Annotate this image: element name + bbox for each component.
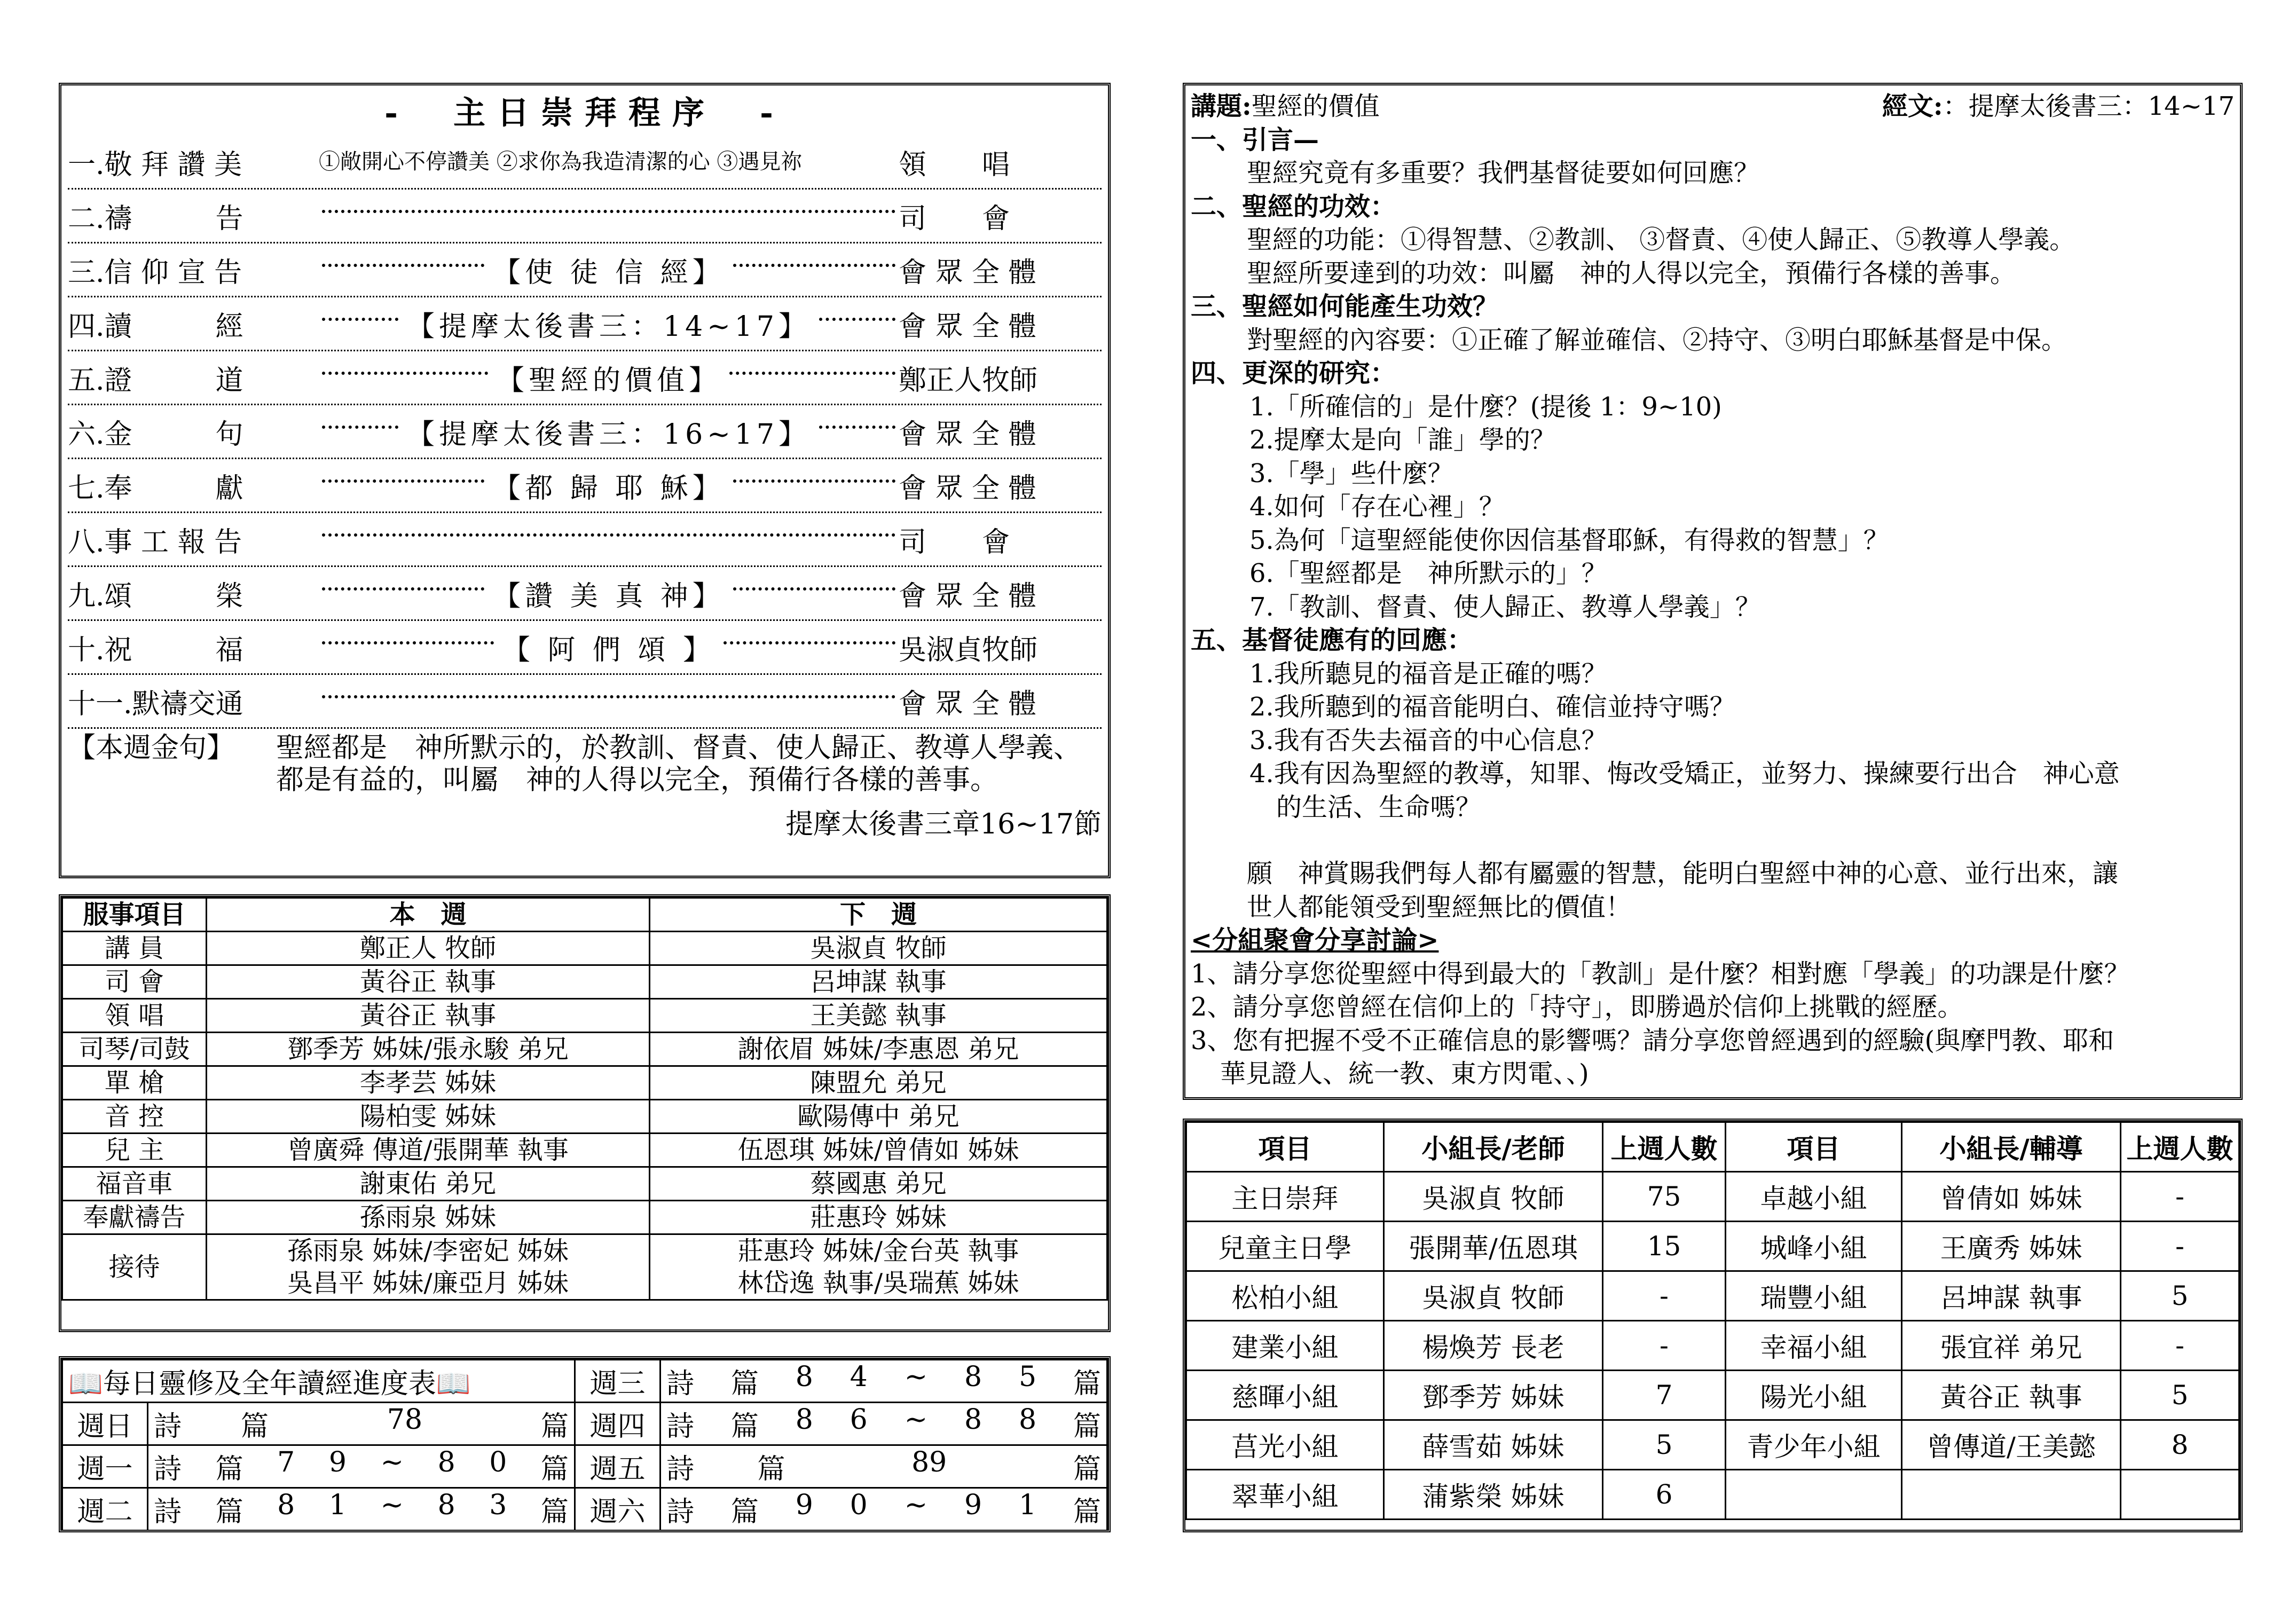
sermon-line: 2.我所聽到的福音能明白、確信並持守嗎？	[1249, 692, 1735, 722]
leader-dots	[733, 479, 895, 483]
reading-chapters	[661, 1488, 1107, 1531]
sermon-header	[1191, 90, 2235, 123]
order-row	[68, 567, 1102, 621]
order-label: 一.敬 拜 讚 美	[68, 148, 242, 181]
service-roster-table	[61, 897, 1108, 1301]
order-title: 【都 歸 耶 穌】	[493, 472, 725, 505]
order-content	[319, 533, 899, 545]
order-parts: ①敞開心不停讚美 ②求你為我造清潔的心 ③遇見祢	[319, 149, 803, 174]
reading-token: 詩	[154, 1453, 182, 1485]
service-cell: 鄧季芳 姊妹/張永駿 弟兄	[207, 1033, 650, 1066]
sermon-line: 7.「教訓、督責、使人歸正、教導人學義」？	[1249, 592, 1761, 622]
book-icon: 📖	[68, 1368, 103, 1400]
service-roster-header	[62, 898, 1107, 932]
order-label: 七.奉 獻	[68, 472, 243, 505]
reading-token: 篇	[730, 1368, 759, 1400]
service-cell: 黃谷正 執事	[207, 999, 650, 1033]
reading-token: 0	[850, 1489, 868, 1521]
order-person: 司 會	[899, 202, 1010, 235]
group-header-cell: 項目	[1186, 1122, 1384, 1172]
order-label: 十一.默禱交通	[68, 688, 243, 720]
group-cell: 松柏小組	[1186, 1271, 1384, 1321]
sermon-line: 聖經所要達到的功效：叫屬 神的人得以完全，預備行各樣的善事。	[1247, 258, 2016, 288]
service-cell: 司 會	[62, 965, 207, 999]
reading-title: 每日靈修及全年讀經進度表	[103, 1368, 436, 1400]
order-label: 六.金 句	[68, 418, 243, 451]
group-cell: 陽光小組	[1726, 1371, 1902, 1420]
reading-chapters	[661, 1360, 1107, 1403]
worship-order-list	[68, 136, 1102, 729]
leader-dots	[322, 641, 494, 644]
sermon-line: 世人都能領受到聖經無比的價值！	[1247, 892, 1632, 922]
group-header-cell: 項目	[1726, 1122, 1902, 1172]
group-header-cell: 小組長/輔導	[1902, 1122, 2121, 1172]
order-content	[319, 695, 899, 707]
leader-dots	[819, 426, 895, 429]
leader-dots	[322, 426, 398, 429]
leader-dots	[322, 372, 488, 375]
reading-token: 篇	[540, 1411, 569, 1443]
reading-token: 8	[437, 1446, 455, 1478]
reading-chapters-text	[666, 1446, 1101, 1486]
reading-token: 7	[277, 1446, 295, 1478]
group-cell: 主日崇拜	[1186, 1172, 1384, 1222]
reading-token: 詩	[666, 1496, 695, 1528]
reading-day: 週三	[575, 1360, 661, 1403]
leader-dots	[733, 587, 895, 591]
reception-name: 林岱逸 執事/吳瑞蕉 姊妹	[737, 1268, 1019, 1298]
service-row	[62, 1201, 1107, 1234]
order-title: 【提摩太後書三：14~17】	[407, 310, 811, 343]
reading-token: ~	[904, 1404, 928, 1436]
group-cell: 5	[2121, 1271, 2239, 1321]
reading-row	[62, 1360, 1107, 1403]
leader-dots	[724, 641, 895, 644]
group-cell: 6	[1603, 1470, 1726, 1520]
reading-token: 篇	[1073, 1411, 1101, 1443]
sermon-line: 聖經究竟有多重要？我們基督徒要如何回應？	[1247, 158, 1760, 188]
golden-verse-text: 聖經都是 神所默示的，於教訓、督責、使人歸正、教導人學義、都是有益的，叫屬 神的人得以完全，預備行各樣的善事。	[276, 732, 1082, 796]
service-cell: 伍恩琪 姊妹/曾倩如 姊妹	[650, 1134, 1107, 1167]
group-cell: 翠華小組	[1186, 1470, 1384, 1520]
service-cell: 講 員	[62, 932, 207, 965]
service-cell	[207, 1234, 650, 1300]
leader-dots	[819, 318, 895, 321]
service-cell: 謝東佑 弟兄	[207, 1167, 650, 1201]
group-cell: 張開華/伍恩琪	[1384, 1222, 1603, 1271]
group-cell: 瑞豐小組	[1726, 1271, 1902, 1321]
group-cell: -	[2121, 1321, 2239, 1371]
order-content	[319, 250, 899, 290]
order-row	[68, 405, 1102, 459]
order-row	[68, 136, 1102, 190]
service-cell: 兒 主	[62, 1134, 207, 1167]
reading-token: ~	[904, 1361, 928, 1393]
order-label: 十.祝 福	[68, 634, 243, 666]
group-attendance-table	[1185, 1121, 2240, 1520]
group-attendance-header	[1186, 1122, 2239, 1172]
service-cell: 歐陽傳中 弟兄	[650, 1100, 1107, 1134]
group-cell: 蒲紫榮 姊妹	[1384, 1470, 1603, 1520]
leader-dots	[322, 318, 398, 321]
reading-day: 週四	[575, 1403, 661, 1445]
reading-token: 8	[277, 1489, 295, 1521]
reading-token: 詩	[154, 1411, 182, 1443]
sermon-line: 5.為何「這聖經能使你因信基督耶穌，有得救的智慧」？	[1249, 525, 1889, 555]
group-cell: 吳淑貞 牧師	[1384, 1172, 1603, 1222]
service-header-cell: 本 週	[207, 898, 650, 932]
group-cell	[1902, 1470, 2121, 1520]
sermon-line	[1191, 824, 2235, 857]
reading-chapters	[148, 1403, 575, 1445]
golden-verse	[68, 729, 1102, 796]
group-cell: 5	[2121, 1371, 2239, 1420]
group-cell: 楊煥芳 長老	[1384, 1321, 1603, 1371]
order-content	[319, 412, 899, 452]
sermon-verse-label: 經文:	[1882, 91, 1943, 121]
service-row	[62, 1033, 1107, 1066]
order-title: 【聖經的價值】	[497, 364, 721, 397]
reading-chapters	[661, 1445, 1107, 1488]
order-title: 【使 徒 信 經】	[493, 256, 725, 289]
service-cell: 陳盟允 弟兄	[650, 1066, 1107, 1100]
reading-day: 週六	[575, 1488, 661, 1531]
reception-name: 孫雨泉 姊妹/李密妃 姊妹	[287, 1236, 569, 1266]
reading-day: 週日	[62, 1403, 148, 1445]
group-cell: 城峰小組	[1726, 1222, 1902, 1271]
order-row	[68, 459, 1102, 513]
order-person: 會 眾 全 體	[899, 472, 1036, 505]
reading-token: 詩	[666, 1411, 695, 1443]
reading-chapters-text	[154, 1404, 569, 1444]
order-person: 領 唱	[899, 148, 1010, 181]
sermon-line: 3.我有否失去福音的中心信息？	[1249, 725, 1607, 756]
sermon-line: 4.如何「存在心裡」？	[1249, 492, 1505, 522]
reading-token: 8	[1018, 1404, 1037, 1436]
sermon-line: 五、基督徒應有的回應：	[1191, 625, 1473, 655]
service-row	[62, 1066, 1107, 1100]
service-cell: 奉獻禱告	[62, 1201, 207, 1234]
reading-row	[62, 1488, 1107, 1531]
reading-chapters	[661, 1403, 1107, 1445]
reading-chapters-text	[154, 1446, 569, 1486]
sermon-line: 1.「所確信的」是什麼？(提後 1：9~10)	[1249, 391, 1722, 422]
order-row	[68, 297, 1102, 351]
reading-token: 篇	[540, 1496, 569, 1528]
group-row	[1186, 1371, 2239, 1420]
reading-token: 9	[795, 1489, 813, 1521]
group-cell: 建業小組	[1186, 1321, 1384, 1371]
sermon-line: 對聖經的內容要：①正確了解並確信、②持守、③明白耶穌基督是中保。	[1247, 325, 2067, 355]
reading-title-cell	[62, 1360, 575, 1403]
service-cell: 福音車	[62, 1167, 207, 1201]
reception-name: 吳昌平 姊妹/廉亞月 姊妹	[287, 1268, 569, 1298]
sermon-line: 二、聖經的功效：	[1191, 191, 1396, 222]
order-title: 【讚 美 真 神】	[493, 580, 725, 612]
sermon-outline	[1191, 123, 2235, 1091]
reading-chapters-text	[666, 1404, 1101, 1444]
sermon-line: 1、請分享您從聖經中得到最大的「教訓」是什麼？相對應「學義」的功課是什麼？	[1191, 958, 2130, 989]
reading-token: 8	[964, 1404, 982, 1436]
service-row	[62, 999, 1107, 1033]
reading-token: 詩	[154, 1496, 182, 1528]
order-person: 會 眾 全 體	[899, 310, 1036, 343]
order-label: 二.禱 告	[68, 202, 243, 235]
order-person: 會 眾 全 體	[899, 580, 1036, 612]
reading-chapters-text	[666, 1361, 1101, 1401]
leader-dots	[322, 210, 895, 213]
group-cell: 莒光小組	[1186, 1420, 1384, 1470]
sermon-line: 聖經的功能：①得智慧、②教訓、 ③督責、④使人歸正、⑤教導人學義。	[1247, 225, 2075, 255]
order-person: 會 眾 全 體	[899, 688, 1036, 720]
order-label: 八.事 工 報 告	[68, 526, 242, 558]
reading-token: ~	[904, 1489, 928, 1521]
reading-token: 篇	[1073, 1453, 1101, 1485]
sermon-line: 願 神賞賜我們每人都有屬靈的智慧，能明白聖經中神的心意、並行出來，讓	[1247, 859, 2119, 888]
sermon-notes-panel	[1183, 83, 2243, 1100]
reception-name: 莊惠玲 姊妹/金台英 執事	[737, 1236, 1019, 1266]
group-cell: -	[2121, 1172, 2239, 1222]
service-header-cell: 服事項目	[62, 898, 207, 932]
reading-token: 0	[489, 1446, 507, 1478]
leader-dots	[729, 372, 895, 375]
leader-dots	[322, 533, 895, 537]
order-person: 司 會	[899, 526, 1010, 558]
reading-token: 9	[328, 1446, 347, 1478]
group-row	[1186, 1470, 2239, 1520]
service-cell: 黃谷正 執事	[207, 965, 650, 999]
service-cell: 蔡國惠 弟兄	[650, 1167, 1107, 1201]
reading-token: 3	[489, 1489, 507, 1521]
sermon-line: 三、聖經如何能產生功效？	[1191, 292, 1499, 321]
group-row	[1186, 1222, 2239, 1271]
service-row	[62, 1167, 1107, 1201]
reading-token: ~	[380, 1446, 404, 1478]
service-cell: 曾廣舜 傳道/張開華 執事	[207, 1134, 650, 1167]
reading-chapters-text	[666, 1489, 1101, 1529]
sermon-line: <分組聚會分享討論>	[1191, 925, 1439, 955]
reading-token: 8	[964, 1361, 982, 1393]
sermon-line: 6.「聖經都是 神所默示的」？	[1249, 558, 1607, 588]
sermon-line: 2、請分享您曾經在信仰上的「持守」，即勝過於信仰上挑戰的經歷。	[1191, 992, 1963, 1022]
order-person: 會 眾 全 體	[899, 256, 1036, 289]
reading-token: 5	[1018, 1361, 1037, 1393]
order-title: 【提摩太後書三：16~17】	[407, 418, 811, 451]
order-row	[68, 351, 1102, 405]
service-row	[62, 965, 1107, 999]
reading-token: 篇	[730, 1411, 759, 1443]
reading-token: 篇	[1073, 1368, 1101, 1400]
order-label: 四.讀 經	[68, 310, 243, 343]
reading-row	[62, 1403, 1107, 1445]
order-content	[319, 210, 899, 222]
reading-token: 78	[387, 1404, 423, 1436]
service-cell: 單 槍	[62, 1066, 207, 1100]
service-cell: 吳淑貞 牧師	[650, 932, 1107, 965]
reading-token: 8	[437, 1489, 455, 1521]
group-cell: -	[1603, 1321, 1726, 1371]
leader-dots	[733, 264, 895, 267]
group-cell: 張宜祥 弟兄	[1902, 1321, 2121, 1371]
reading-token: 詩	[666, 1453, 695, 1485]
sermon-line: 1.我所聽見的福音是正確的嗎？	[1249, 658, 1607, 689]
sermon-topic-label: 講題:	[1191, 91, 1252, 121]
reading-token: 篇	[215, 1496, 243, 1528]
reading-token: 1	[1018, 1489, 1037, 1521]
leader-dots	[322, 264, 484, 267]
service-cell: 李孝芸 姊妹	[207, 1066, 650, 1100]
order-content	[319, 627, 899, 667]
sermon-line: 華見證人、統一教、東方閃電、、)	[1220, 1059, 1589, 1089]
group-cell: 5	[1603, 1420, 1726, 1470]
group-cell: 青少年小組	[1726, 1420, 1902, 1470]
reading-token: 篇	[215, 1453, 243, 1485]
leader-dots	[322, 695, 895, 698]
reading-token: 篇	[757, 1453, 785, 1485]
order-person: 會 眾 全 體	[899, 418, 1036, 451]
service-row	[62, 1134, 1107, 1167]
group-cell: 8	[2121, 1420, 2239, 1470]
group-cell: 15	[1603, 1222, 1726, 1271]
reading-token: 1	[328, 1489, 347, 1521]
service-cell: 謝依眉 姊妹/李惠恩 弟兄	[650, 1033, 1107, 1066]
group-cell: 鄧季芳 姊妹	[1384, 1371, 1603, 1420]
service-cell: 司琴/司鼓	[62, 1033, 207, 1066]
service-row	[62, 932, 1107, 965]
reading-token: 4	[850, 1361, 868, 1393]
sermon-line: 的生活、生命嗎？	[1276, 792, 1482, 822]
group-cell: 卓越小組	[1726, 1172, 1902, 1222]
leader-dots	[322, 587, 484, 591]
reading-token: 6	[850, 1404, 868, 1436]
service-cell: 領 唱	[62, 999, 207, 1033]
reading-token: 89	[911, 1446, 947, 1478]
order-row	[68, 190, 1102, 243]
order-content	[319, 466, 899, 506]
group-cell: 75	[1603, 1172, 1726, 1222]
group-cell	[1726, 1470, 1902, 1520]
sermon-line: 3、您有把握不受不正確信息的影響嗎？請分享您曾經遇到的經驗(與摩門教、耶和	[1191, 1025, 2114, 1056]
service-cell: 音 控	[62, 1100, 207, 1134]
reading-day: 週五	[575, 1445, 661, 1488]
group-cell: 曾倩如 姊妹	[1902, 1172, 2121, 1222]
group-cell: -	[1603, 1271, 1726, 1321]
group-row	[1186, 1172, 2239, 1222]
group-cell: 吳淑貞 牧師	[1384, 1271, 1603, 1321]
sermon-line: 一、引言—	[1191, 124, 1319, 155]
group-cell: 兒童主日學	[1186, 1222, 1384, 1271]
order-label: 三.信 仰 宣 告	[68, 256, 242, 289]
service-cell: 呂坤謀 執事	[650, 965, 1107, 999]
reading-chapters	[148, 1445, 575, 1488]
reading-token: 篇	[1073, 1496, 1101, 1528]
reading-chapters-text	[154, 1489, 569, 1529]
service-cell: 鄭正人 牧師	[207, 932, 650, 965]
sermon-line: 2.提摩太是向「誰」學的？	[1249, 425, 1556, 455]
group-header-cell: 上週人數	[2121, 1122, 2239, 1172]
service-cell: 孫雨泉 姊妹	[207, 1201, 650, 1234]
service-cell: 陽柏雯 姊妹	[207, 1100, 650, 1134]
reading-token: 篇	[540, 1453, 569, 1485]
reading-token: 篇	[730, 1496, 759, 1528]
reading-token: 9	[964, 1489, 982, 1521]
order-person: 鄭正人牧師	[899, 364, 1038, 397]
reading-token: 篇	[240, 1411, 269, 1443]
reading-token: 8	[795, 1361, 813, 1393]
group-header-cell: 上週人數	[1603, 1122, 1726, 1172]
order-row	[68, 513, 1102, 567]
group-attendance-panel	[1183, 1119, 2243, 1532]
worship-order-title: - 主日崇拜程序 -	[384, 95, 785, 132]
reading-plan-panel	[59, 1356, 1111, 1532]
service-cell: 接待	[62, 1234, 207, 1300]
service-row	[62, 1100, 1107, 1134]
sermon-line: 4.我有因為聖經的教導，知罪、悔改受矯正，並努力、操練要行出合 神心意	[1249, 759, 2120, 789]
leader-dots	[322, 479, 484, 483]
book-icon: 📖	[436, 1368, 471, 1400]
order-person: 吳淑貞牧師	[899, 634, 1038, 666]
group-cell	[2121, 1470, 2239, 1520]
reading-token: ~	[380, 1489, 404, 1521]
service-cell: 莊惠玲 姊妹	[650, 1201, 1107, 1234]
service-cell	[650, 1234, 1107, 1300]
golden-verse-label: 【本週金句】	[68, 732, 235, 764]
group-row	[1186, 1420, 2239, 1470]
order-content	[319, 148, 899, 175]
reading-plan-table	[61, 1359, 1108, 1531]
order-content	[319, 573, 899, 613]
reading-day: 週一	[62, 1445, 148, 1488]
order-row	[68, 243, 1102, 297]
order-row	[68, 621, 1102, 675]
sermon-line: 3.「學」些什麼？	[1249, 458, 1453, 489]
group-header-cell: 小組長/老師	[1384, 1122, 1603, 1172]
group-cell: 王廣秀 姊妹	[1902, 1222, 2121, 1271]
reading-token: 詩	[666, 1368, 695, 1400]
reading-token: 8	[795, 1404, 813, 1436]
group-cell: 7	[1603, 1371, 1726, 1420]
reading-chapters	[148, 1488, 575, 1531]
order-label: 五.證 道	[68, 364, 243, 397]
service-header-cell: 下 週	[650, 898, 1107, 932]
reading-row	[62, 1445, 1107, 1488]
order-content	[319, 304, 899, 344]
sermon-line: 四、更深的研究：	[1191, 358, 1396, 388]
order-content	[319, 358, 899, 398]
group-cell: 薛雪茹 姊妹	[1384, 1420, 1603, 1470]
order-row	[68, 675, 1102, 729]
service-roster-panel	[59, 894, 1111, 1332]
group-cell: 黃谷正 執事	[1902, 1371, 2121, 1420]
golden-verse-reference: 提摩太後書三章16~17節	[785, 808, 1102, 840]
service-cell: 王美懿 執事	[650, 999, 1107, 1033]
sermon-topic: 聖經的價值	[1251, 91, 1380, 121]
group-row	[1186, 1271, 2239, 1321]
sermon-verse: ：提摩太後書三：14~17	[1943, 91, 2235, 121]
order-title: 【 阿 們 頌 】	[502, 634, 715, 666]
group-cell: 慈暉小組	[1186, 1371, 1384, 1420]
group-cell: -	[2121, 1222, 2239, 1271]
group-row	[1186, 1321, 2239, 1371]
worship-order-panel	[59, 83, 1111, 878]
service-row-reception	[62, 1234, 1107, 1300]
reading-day: 週二	[62, 1488, 148, 1531]
group-cell: 呂坤謀 執事	[1902, 1271, 2121, 1321]
order-label: 九.頌 榮	[68, 580, 243, 612]
group-cell: 曾傳道/王美懿	[1902, 1420, 2121, 1470]
group-cell: 幸福小組	[1726, 1321, 1902, 1371]
